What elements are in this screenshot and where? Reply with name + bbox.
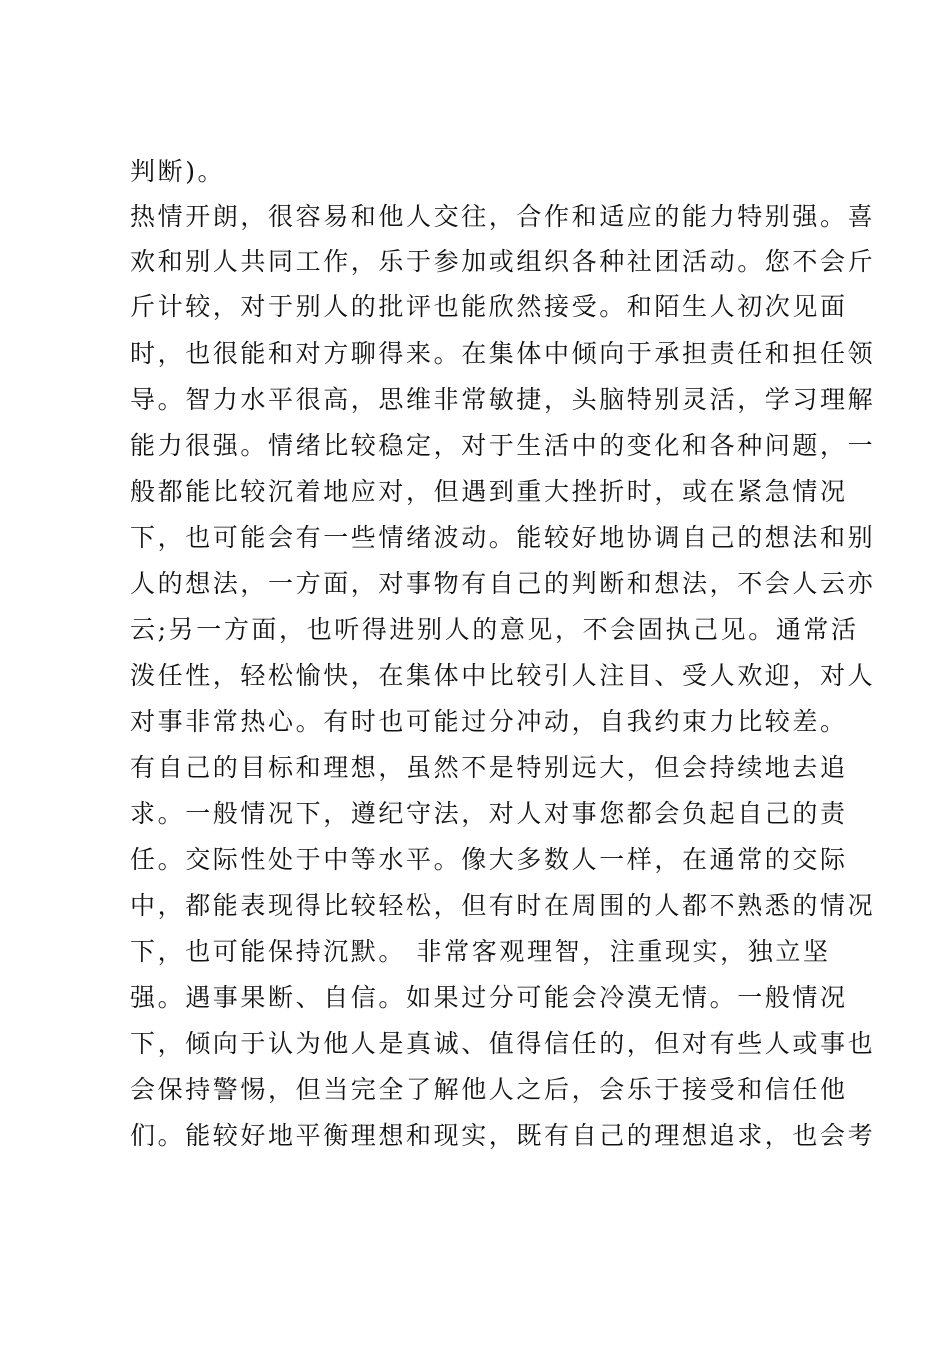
text-line: 下，也可能会有一些情绪波动。能较好地协调自己的想法和别: [130, 523, 876, 552]
text-line: 们。能较好地平衡理想和现实，既有自己的理想追求，也会考: [130, 1121, 876, 1150]
text-line: 任。交际性处于中等水平。像大多数人一样，在通常的交际: [130, 845, 848, 874]
text-line: 下，也可能保持沉默。 非常客观理智，注重现实，独立坚: [130, 937, 831, 966]
text-line: 欢和别人共同工作，乐于参加或组织各种社团活动。您不会斤: [130, 247, 876, 276]
text-line: 云;另一方面，也听得进别人的意见，不会固执己见。通常活: [130, 615, 859, 644]
text-line: 求。一般情况下，遵纪守法，对人对事您都会负起自己的责: [130, 799, 848, 828]
text-line: 能力很强。情绪比较稳定，对于生活中的变化和各种问题，一: [130, 431, 876, 460]
text-line: 斤计较，对于别人的批评也能欣然接受。和陌生人初次见面: [130, 292, 848, 321]
text-line: 泼任性，轻松愉快，在集体中比较引人注目、受人欢迎，对人: [130, 661, 876, 690]
text-line: 般都能比较沉着地应对，但遇到重大挫折时，或在紧急情况: [130, 477, 848, 506]
text-line: 对事非常热心。有时也可能过分冲动，自我约束力比较差。: [130, 707, 848, 736]
text-line: 会保持警惕，但当完全了解他人之后，会乐于接受和信任他: [130, 1075, 848, 1104]
text-line: 热情开朗，很容易和他人交往，合作和适应的能力特别强。喜: [130, 202, 876, 231]
text-line: 导。智力水平很高，思维非常敏捷，头脑特别灵活，学习理解: [130, 385, 876, 414]
text-line: 人的想法，一方面，对事物有自己的判断和想法，不会人云亦: [130, 569, 876, 598]
text-line: 时，也很能和对方聊得来。在集体中倾向于承担责任和担任领: [130, 339, 876, 368]
text-line: 判断)。: [130, 157, 226, 186]
text-line: 有自己的目标和理想，虽然不是特别远大，但会持续地去追: [130, 753, 848, 782]
text-line: 下，倾向于认为他人是真诚、值得信任的，但对有些人或事也: [130, 1029, 876, 1058]
text-line: 强。遇事果断、自信。如果过分可能会冷漠无情。一般情况: [130, 983, 848, 1012]
text-line: 中，都能表现得比较轻松，但有时在周围的人都不熟悉的情况: [130, 891, 876, 920]
